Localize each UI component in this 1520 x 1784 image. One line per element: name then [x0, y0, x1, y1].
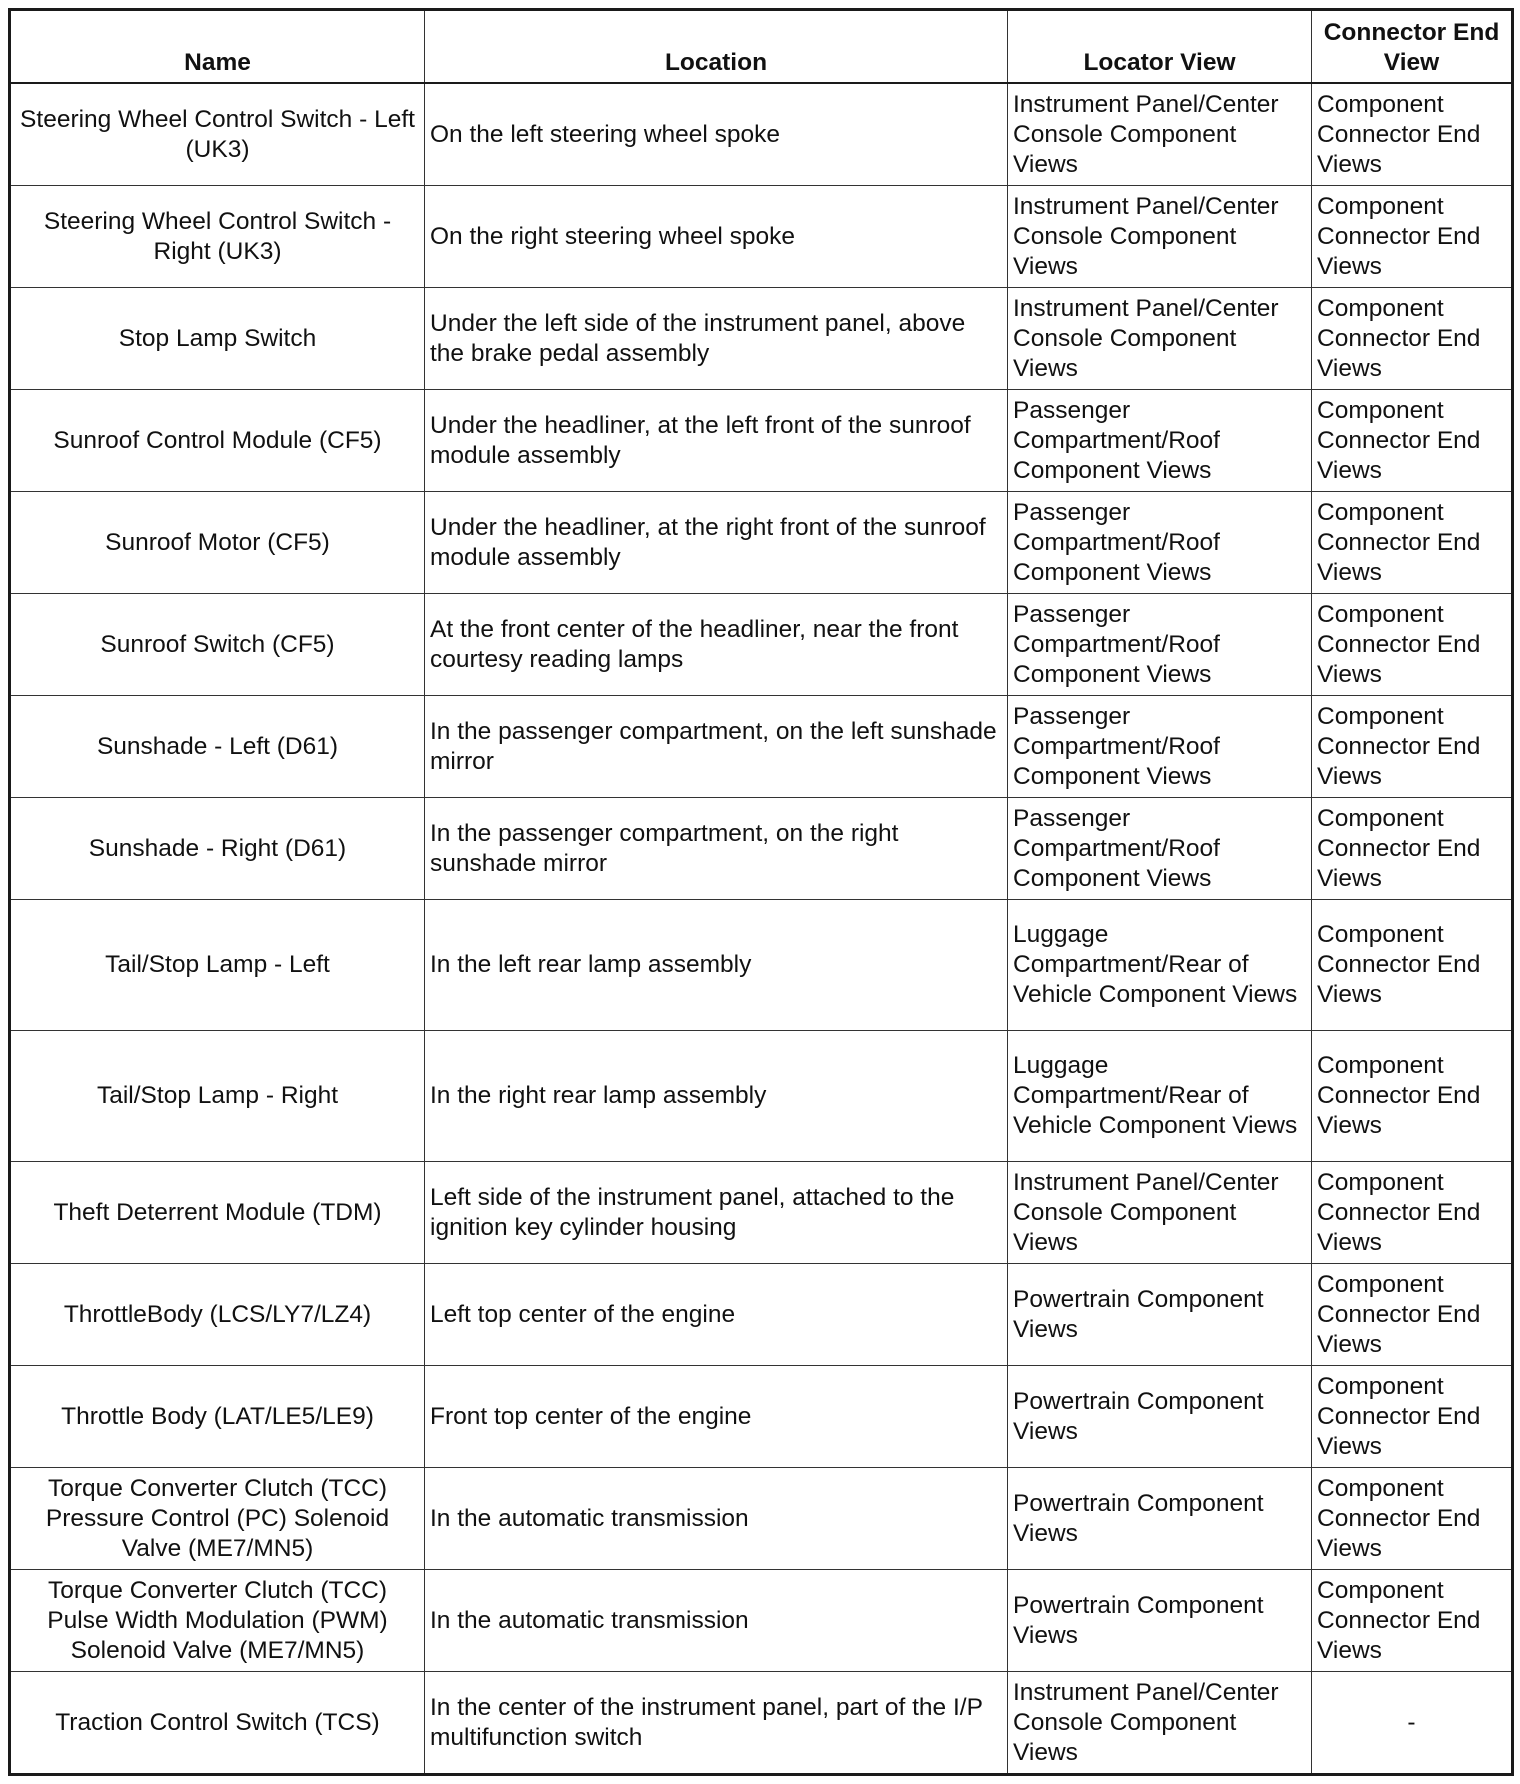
cell-connector-end-view: Component Connector End Views [1312, 390, 1513, 492]
cell-connector-end-view: Component Connector End Views [1312, 900, 1513, 1031]
cell-location: In the automatic transmission [425, 1468, 1008, 1570]
cell-location: In the left rear lamp assembly [425, 900, 1008, 1031]
cell-location: In the right rear lamp assembly [425, 1031, 1008, 1162]
cell-locator-view: Passenger Compartment/Roof Component Views [1008, 390, 1312, 492]
cell-locator-view: Instrument Panel/Center Console Component Views [1008, 186, 1312, 288]
table-row [10, 594, 1513, 696]
cell-name: Traction Control Switch (TCS) [10, 1672, 425, 1775]
cell-connector-end-view: Component Connector End Views [1312, 1162, 1513, 1264]
cell-connector-end-view: Component Connector End Views [1312, 1468, 1513, 1570]
cell-connector-end-view: - [1312, 1672, 1513, 1775]
cell-location: Under the headliner, at the left front of the sunroof module assembly [425, 390, 1008, 492]
table-row [10, 1468, 1513, 1570]
cell-location: In the passenger compartment, on the left sunshade mirror [425, 696, 1008, 798]
cell-locator-view: Powertrain Component Views [1008, 1366, 1312, 1468]
cell-location: In the passenger compartment, on the right sunshade mirror [425, 798, 1008, 900]
column-header-connector-end-view: Connector End View [1312, 10, 1513, 84]
cell-locator-view: Instrument Panel/Center Console Component Views [1008, 288, 1312, 390]
table-row [10, 1031, 1513, 1162]
cell-location: In the center of the instrument panel, part of the I/P multifunction switch [425, 1672, 1008, 1775]
cell-locator-view: Instrument Panel/Center Console Component Views [1008, 83, 1312, 186]
cell-connector-end-view: Component Connector End Views [1312, 492, 1513, 594]
cell-locator-view: Instrument Panel/Center Console Component Views [1008, 1672, 1312, 1775]
column-header-locator-view: Locator View [1008, 10, 1312, 84]
table-row [10, 1570, 1513, 1672]
cell-name: Torque Converter Clutch (TCC) Pressure Control (PC) Solenoid Valve (ME7/MN5) [10, 1468, 425, 1570]
cell-connector-end-view: Component Connector End Views [1312, 1264, 1513, 1366]
cell-location: Under the headliner, at the right front of the sunroof module assembly [425, 492, 1008, 594]
table-row [10, 1264, 1513, 1366]
cell-name: Sunroof Switch (CF5) [10, 594, 425, 696]
cell-name: Sunroof Motor (CF5) [10, 492, 425, 594]
cell-name: Tail/Stop Lamp - Left [10, 900, 425, 1031]
cell-location: Left side of the instrument panel, attached to the ignition key cylinder housing [425, 1162, 1008, 1264]
cell-connector-end-view: Component Connector End Views [1312, 798, 1513, 900]
cell-locator-view: Powertrain Component Views [1008, 1570, 1312, 1672]
table-row [10, 696, 1513, 798]
cell-locator-view: Passenger Compartment/Roof Component Views [1008, 492, 1312, 594]
cell-locator-view: Powertrain Component Views [1008, 1468, 1312, 1570]
cell-location: Front top center of the engine [425, 1366, 1008, 1468]
column-header-name: Name [10, 10, 425, 84]
cell-location: Left top center of the engine [425, 1264, 1008, 1366]
cell-location: On the right steering wheel spoke [425, 186, 1008, 288]
cell-name: Throttle Body (LAT/LE5/LE9) [10, 1366, 425, 1468]
cell-name: Steering Wheel Control Switch - Right (UK3) [10, 186, 425, 288]
cell-locator-view: Passenger Compartment/Roof Component Views [1008, 594, 1312, 696]
table-row [10, 1672, 1513, 1775]
table-row [10, 900, 1513, 1031]
cell-connector-end-view: Component Connector End Views [1312, 288, 1513, 390]
table-row [10, 798, 1513, 900]
cell-connector-end-view: Component Connector End Views [1312, 696, 1513, 798]
header-row [10, 10, 1513, 84]
table-row [10, 186, 1513, 288]
cell-locator-view: Passenger Compartment/Roof Component Views [1008, 696, 1312, 798]
cell-name: Sunshade - Right (D61) [10, 798, 425, 900]
cell-connector-end-view: Component Connector End Views [1312, 1366, 1513, 1468]
cell-name: Sunroof Control Module (CF5) [10, 390, 425, 492]
cell-name: Torque Converter Clutch (TCC) Pulse Width Modulation (PWM) Solenoid Valve (ME7/MN5) [10, 1570, 425, 1672]
table-row [10, 83, 1513, 186]
cell-connector-end-view: Component Connector End Views [1312, 83, 1513, 186]
component-locator-sheet [8, 8, 1511, 1776]
cell-location: Under the left side of the instrument panel, above the brake pedal assembly [425, 288, 1008, 390]
cell-location: In the automatic transmission [425, 1570, 1008, 1672]
cell-name: ThrottleBody (LCS/LY7/LZ4) [10, 1264, 425, 1366]
column-header-location: Location [425, 10, 1008, 84]
table-row [10, 1366, 1513, 1468]
cell-name: Theft Deterrent Module (TDM) [10, 1162, 425, 1264]
cell-locator-view: Powertrain Component Views [1008, 1264, 1312, 1366]
cell-name: Stop Lamp Switch [10, 288, 425, 390]
table-row [10, 1162, 1513, 1264]
cell-locator-view: Instrument Panel/Center Console Component Views [1008, 1162, 1312, 1264]
cell-name: Steering Wheel Control Switch - Left (UK3) [10, 83, 425, 186]
cell-location: At the front center of the headliner, near the front courtesy reading lamps [425, 594, 1008, 696]
cell-name: Tail/Stop Lamp - Right [10, 1031, 425, 1162]
cell-locator-view: Luggage Compartment/Rear of Vehicle Component Views [1008, 1031, 1312, 1162]
cell-connector-end-view: Component Connector End Views [1312, 1031, 1513, 1162]
table-row [10, 288, 1513, 390]
cell-connector-end-view: Component Connector End Views [1312, 186, 1513, 288]
cell-connector-end-view: Component Connector End Views [1312, 1570, 1513, 1672]
table-row [10, 390, 1513, 492]
component-locator-table [8, 8, 1514, 1776]
cell-connector-end-view: Component Connector End Views [1312, 594, 1513, 696]
table-row [10, 492, 1513, 594]
cell-locator-view: Passenger Compartment/Roof Component Views [1008, 798, 1312, 900]
cell-name: Sunshade - Left (D61) [10, 696, 425, 798]
cell-locator-view: Luggage Compartment/Rear of Vehicle Component Views [1008, 900, 1312, 1031]
cell-location: On the left steering wheel spoke [425, 83, 1008, 186]
